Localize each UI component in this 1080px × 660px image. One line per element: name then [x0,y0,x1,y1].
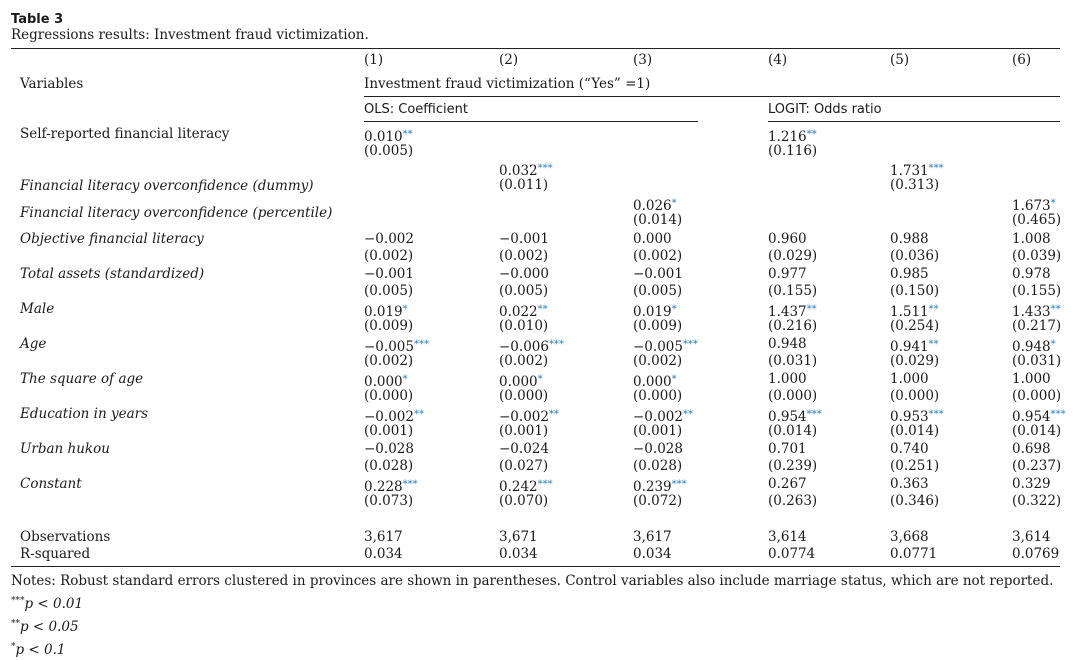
table-number: Table 3 [11,12,64,27]
coef-cell [890,231,929,248]
std-error: (0.002) [499,248,549,264]
column-number: (2) [499,52,519,68]
stat-value: 0.0774 [768,546,816,562]
coef-value: 0.363 [890,476,929,492]
std-error: (0.251) [890,458,940,474]
coef-value: 0.000 [633,231,672,247]
std-error: (0.000) [1012,388,1062,404]
coef-cell [890,476,929,493]
significance-stars: *** [671,479,687,490]
std-error: (0.036) [890,248,940,264]
coef-value: 0.948 [1012,339,1051,355]
table-caption: Regressions results: Investment fraud victimization. [11,27,369,43]
significance-stars: *** [413,339,429,350]
sig-note-2: **p < 0.05 [11,619,79,635]
coef-cell [499,441,549,458]
row-label: Objective financial literacy [20,231,204,247]
std-error: (0.216) [768,318,818,334]
coef-value: 1.673 [1012,198,1051,214]
stat-value: 3,617 [364,529,403,545]
sig-note-3: *p < 0.1 [11,642,66,658]
row-label: The square of age [20,371,144,387]
coef-value: 0.698 [1012,441,1051,457]
coef-cell [633,441,683,458]
significance-stars: *** [806,409,822,420]
coef-value: 0.977 [768,266,807,282]
std-error: (0.073) [364,493,414,509]
coef-cell [364,231,414,248]
std-error: (0.010) [499,318,549,334]
coef-value: −0.002 [364,231,414,247]
row-label: Education in years [20,406,149,422]
coef-value: 1.000 [1012,371,1051,387]
std-error: (0.009) [364,318,414,334]
std-error: (0.029) [890,353,940,369]
std-error: (0.005) [364,283,414,299]
coef-value: 1.000 [768,371,807,387]
table-title-block [11,12,369,44]
row-label: Financial literacy overconfidence (percentile) [20,205,333,221]
std-error: (0.000) [364,388,414,404]
std-error: (0.072) [633,493,683,509]
coef-value: −0.001 [499,231,549,247]
coef-value: 0.228 [364,479,403,495]
coef-value: 0.022 [499,304,538,320]
coef-value: 0.988 [890,231,929,247]
std-error: (0.001) [499,423,549,439]
stat-value: 0.0769 [1012,546,1060,562]
std-error: (0.014) [1012,423,1062,439]
coef-cell [768,336,807,353]
significance-stars: *** [537,163,553,174]
std-error: (0.001) [633,423,683,439]
std-error: (0.150) [890,283,940,299]
std-error: (0.322) [1012,493,1062,509]
coef-value: 0.985 [890,266,929,282]
coef-value: 0.978 [1012,266,1051,282]
std-error: (0.313) [890,177,940,193]
significance-stars: *** [402,479,418,490]
std-error: (0.014) [890,423,940,439]
coef-value: 0.954 [768,409,807,425]
coef-value: 0.010 [364,129,403,145]
significance-stars: ** [928,304,939,315]
ols-rule [364,121,698,122]
std-error: (0.009) [633,318,683,334]
significance-stars: ** [806,129,817,140]
coef-value: 0.740 [890,441,929,457]
coef-value: 0.019 [364,304,403,320]
coef-value: 1.731 [890,163,929,179]
coef-cell [890,371,929,388]
std-error: (0.014) [633,212,683,228]
std-error: (0.005) [364,143,414,159]
coef-value: −0.006 [499,339,549,355]
coef-value: 0.267 [768,476,807,492]
coef-value: −0.002 [364,409,414,425]
stat-value: 3,668 [890,529,929,545]
std-error: (0.001) [364,423,414,439]
significance-stars: ** [928,339,939,350]
row-label: Male [20,301,55,317]
stat-value: 3,671 [499,529,538,545]
coef-value: 1.216 [768,129,807,145]
stat-value: 3,614 [768,529,807,545]
coef-cell [768,371,807,388]
row-label: Constant [20,476,82,492]
significance-stars: * [671,374,677,385]
coef-value: 0.239 [633,479,672,495]
stat-label: Observations [20,529,111,545]
coef-value: 0.019 [633,304,672,320]
coef-value: 0.026 [633,198,672,214]
std-error: (0.070) [499,493,549,509]
significance-stars: *** [537,479,553,490]
coef-value: −0.000 [499,266,549,282]
significance-stars: ** [402,129,413,140]
coef-cell [364,441,414,458]
std-error: (0.002) [633,248,683,264]
std-error: (0.000) [768,388,818,404]
coef-cell [633,231,672,248]
std-error: (0.237) [1012,458,1062,474]
std-error: (0.155) [768,283,818,299]
top-rule [11,48,1060,49]
significance-stars: * [402,304,408,315]
coef-cell [1012,231,1051,248]
coef-value: −0.005 [633,339,683,355]
stat-label: R-squared [20,546,91,562]
coef-cell [1012,266,1051,283]
variables-header: Variables [20,76,84,92]
ols-header: OLS: Coefficient [364,102,468,117]
row-label: Self-reported financial literacy [20,126,230,142]
column-number: (1) [364,52,384,68]
coef-cell [1012,371,1051,388]
column-number: (5) [890,52,910,68]
std-error: (0.000) [890,388,940,404]
coef-cell [768,476,807,493]
coef-value: 1.433 [1012,304,1051,320]
significance-stars: ** [806,304,817,315]
std-error: (0.005) [633,283,683,299]
coef-value: 0.329 [1012,476,1051,492]
coef-value: 1.000 [890,371,929,387]
dependent-rule [364,96,1060,97]
std-error: (0.254) [890,318,940,334]
significance-stars: * [671,198,677,209]
significance-stars: *** [682,339,698,350]
significance-stars: ** [1050,304,1061,315]
std-error: (0.011) [499,177,549,193]
std-error: (0.239) [768,458,818,474]
std-error: (0.005) [499,283,549,299]
std-error: (0.002) [364,353,414,369]
bottom-rule [11,566,1060,567]
coef-value: −0.005 [364,339,414,355]
coef-cell [890,441,929,458]
significance-stars: *** [548,339,564,350]
std-error: (0.027) [499,458,549,474]
significance-stars: *** [928,163,944,174]
std-error: (0.014) [768,423,818,439]
coef-value: −0.024 [499,441,549,457]
std-error: (0.031) [1012,353,1062,369]
coef-value: 0.242 [499,479,538,495]
std-error: (0.028) [364,458,414,474]
significance-stars: *** [1050,409,1066,420]
significance-stars: *** [928,409,944,420]
row-label: Urban hukou [20,441,110,457]
coef-value: −0.002 [499,409,549,425]
coef-cell [1012,441,1051,458]
std-error: (0.002) [499,353,549,369]
significance-stars: * [671,304,677,315]
coef-value: 1.511 [890,304,929,320]
significance-stars: ** [548,409,559,420]
std-error: (0.346) [890,493,940,509]
stat-value: 0.034 [633,546,672,562]
coef-value: 0.000 [633,374,672,390]
std-error: (0.029) [768,248,818,264]
std-error: (0.263) [768,493,818,509]
significance-stars: * [1050,339,1056,350]
coef-value: 0.701 [768,441,807,457]
std-error: (0.116) [768,143,818,159]
logit-header: LOGIT: Odds ratio [768,102,882,117]
significance-stars: ** [682,409,693,420]
coef-cell [768,231,807,248]
significance-stars: ** [413,409,424,420]
row-label: Age [20,336,47,352]
coef-cell [1012,476,1051,493]
std-error: (0.465) [1012,212,1062,228]
std-error: (0.028) [633,458,683,474]
std-error: (0.000) [499,388,549,404]
stat-value: 0.034 [364,546,403,562]
std-error: (0.002) [364,248,414,264]
column-number: (3) [633,52,653,68]
significance-stars: ** [537,304,548,315]
dependent-variable-header: Investment fraud victimization (“Yes” =1) [364,76,651,92]
column-number: (4) [768,52,788,68]
stat-value: 0.0771 [890,546,938,562]
table-notes [11,571,1053,660]
coef-value: 0.954 [1012,409,1051,425]
coef-value: 0.960 [768,231,807,247]
coef-value: −0.001 [364,266,414,282]
std-error: (0.000) [633,388,683,404]
significance-stars: * [537,374,543,385]
coef-cell [499,266,549,283]
stat-value: 0.034 [499,546,538,562]
logit-rule [768,121,1060,122]
stat-value: 3,617 [633,529,672,545]
coef-value: 0.941 [890,339,929,355]
std-error: (0.217) [1012,318,1062,334]
std-error: (0.031) [768,353,818,369]
row-label: Total assets (standardized) [20,266,205,282]
coef-cell [768,441,807,458]
coef-value: 0.000 [364,374,403,390]
stat-value: 3,614 [1012,529,1051,545]
coef-cell [633,266,683,283]
coef-cell [768,266,807,283]
coef-value: −0.028 [633,441,683,457]
coef-value: 0.000 [499,374,538,390]
row-label: Financial literacy overconfidence (dummy) [20,178,314,194]
coef-value: 0.032 [499,163,538,179]
std-error: (0.039) [1012,248,1062,264]
sig-note-1: ***p < 0.01 [11,596,84,612]
coef-cell [364,266,414,283]
significance-stars: * [402,374,408,385]
coef-value: 1.437 [768,304,807,320]
coef-cell [499,231,549,248]
notes-text: Notes: Robust standard errors clustered in provinces are shown in parentheses. Control variables also include marriage status, which are not reported. [11,573,1054,589]
coef-cell [890,266,929,283]
coef-value: 0.953 [890,409,929,425]
coef-value: −0.028 [364,441,414,457]
column-number: (6) [1012,52,1032,68]
std-error: (0.002) [633,353,683,369]
coef-value: 1.008 [1012,231,1051,247]
significance-stars: * [1050,198,1056,209]
coef-value: 0.948 [768,336,807,352]
std-error: (0.155) [1012,283,1062,299]
coef-value: −0.001 [633,266,683,282]
coef-value: −0.002 [633,409,683,425]
